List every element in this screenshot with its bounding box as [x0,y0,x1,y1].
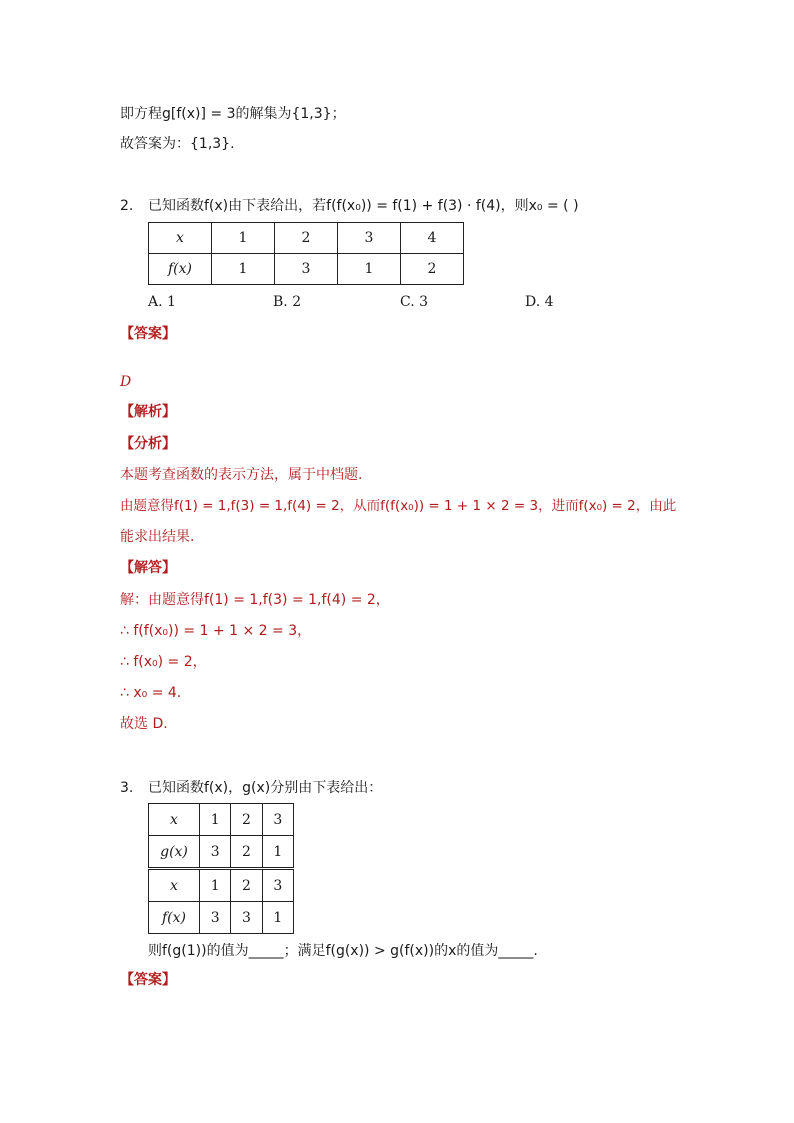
table-cell: 1 [212,223,275,254]
table-cell: 1 [212,254,275,285]
table-cell: 3 [275,254,338,285]
table-cell: x [149,804,200,836]
table-cell: 1 [262,836,293,868]
table-cell: 2 [231,836,262,868]
table-cell: 1 [200,804,231,836]
table-cell: 3 [262,870,293,902]
table-cell: 1 [200,870,231,902]
solution-line-4: ∴ x₀ = 4. [120,685,182,701]
table-row [149,804,294,836]
option-a: A. 1 [148,294,176,310]
table-cell: 2 [275,223,338,254]
table-cell: 3 [338,223,401,254]
table-row [149,254,464,285]
question-3-prompt: 则f(g(1))的值为_____；满足f(g(x)) > g(f(x))的x的值为_____. [148,943,538,959]
option-b: B. 2 [273,294,302,310]
fenxi-text: 本题考查函数的表示方法，属于中档题. [120,467,363,483]
question-3-stem: 已知函数f(x)，g(x)分别由下表给出： [148,780,383,796]
table-cell: 3 [262,804,293,836]
analysis-label: 【解析】 [120,404,176,420]
answer-label: 【答案】 [120,326,176,342]
option-d: D. 4 [525,294,554,310]
table-cell: 3 [200,902,231,934]
solution-line-5: 故选 D. [120,716,168,732]
table-cell: x [149,870,200,902]
solution-line-2: ∴ f(f(x₀)) = 1 + 1 × 2 = 3， [120,623,312,639]
question-2-stem: 已知函数f(x)由下表给出，若f(f(x₀)) = f(1) + f(3) · f(4)，则x₀ = ( ) [148,198,579,214]
table-cell: f(x) [149,254,212,285]
intro-line-1: 即方程g[f(x)] = 3的解集为{1,3}； [120,106,346,122]
option-c: C. 3 [400,294,429,310]
question-3-table-f [148,869,294,934]
table-row [149,223,464,254]
jieda-label: 【解答】 [120,560,176,576]
table-row [149,902,294,934]
table-cell: x [149,223,212,254]
question-2-table [148,222,464,285]
table-cell: 1 [262,902,293,934]
answer-value: D [120,374,132,390]
table-row [149,836,294,868]
table-cell: 4 [401,223,464,254]
fenxi-detail-1: 由题意得f(1) = 1,f(3) = 1,f(4) = 2，从而f(f(x₀)) = 1 + 1 × 2 = 3，进而f(x₀) = 2，由此 [120,498,677,514]
table-cell: f(x) [149,902,200,934]
question-3-table-g [148,803,294,868]
table-cell: 2 [231,804,262,836]
table-row [149,870,294,902]
table-cell: g(x) [149,836,200,868]
table-cell: 2 [401,254,464,285]
table-cell: 1 [338,254,401,285]
solution-line-3: ∴ f(x₀) = 2， [120,654,207,670]
table-cell: 3 [200,836,231,868]
solution-line-1: 解：由题意得f(1) = 1,f(3) = 1,f(4) = 2， [120,592,390,608]
question-3-answer-label: 【答案】 [120,972,176,988]
table-cell: 2 [231,870,262,902]
question-2-number: 2. [120,198,134,214]
intro-line-2: 故答案为：{1,3}. [120,136,235,152]
fenxi-label: 【分析】 [120,436,176,452]
question-3-number: 3. [120,780,134,796]
table-cell: 3 [231,902,262,934]
fenxi-detail-2: 能求出结果. [120,529,195,545]
